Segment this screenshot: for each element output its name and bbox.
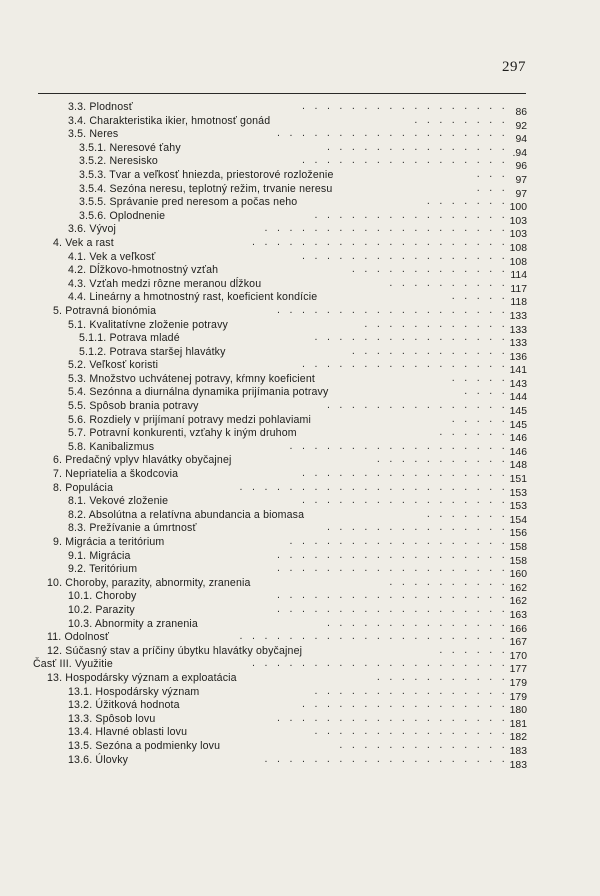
toc-entry-leader-dots: . . . . . . . . . . . . . . . . . . . . . <box>252 657 508 670</box>
toc-entry-leader-dots: . . . . . . . . . . . . . . . . . . . <box>276 602 508 615</box>
toc-entry <box>0 616 600 635</box>
toc-entry-title: 3.5.2. Neresisko <box>79 155 158 168</box>
toc-entry <box>0 263 600 282</box>
toc-entry-title: 13. Hospodársky význam a exploatácia <box>47 671 237 684</box>
toc-entry-page: 118 <box>510 297 527 309</box>
toc-entry-page: 108 <box>509 256 527 268</box>
toc-entry-page: 162 <box>509 582 527 594</box>
toc-entry-page: 182 <box>509 732 527 744</box>
toc-entry-title: 3.3. Plodnosť <box>68 101 133 113</box>
toc-entry-title: 8.2. Absolútna a relatívna abundancia a biomasa <box>68 508 305 521</box>
toc-entry-leader-dots: . . . <box>476 181 508 194</box>
page-number: 297 <box>502 59 526 75</box>
toc-entry-leader-dots: . . . . . . . . . . . . . <box>351 344 508 357</box>
toc-entry-page: 170 <box>509 650 527 662</box>
toc-entry-title: 3.5. Neres <box>68 128 119 141</box>
toc-entry <box>0 752 600 771</box>
toc-entry-page: 141 <box>509 365 527 377</box>
toc-entry-title: 5. Potravná bionómia <box>53 304 157 317</box>
toc-entry <box>0 154 600 173</box>
toc-entry-page: 146 <box>509 446 527 458</box>
toc-entry-title: 10.2. Parazity <box>68 603 135 616</box>
toc-entry <box>0 426 600 445</box>
toc-entry-title: 13.2. Úžitková hodnota <box>68 699 180 712</box>
toc-entry-leader-dots: . . . . <box>464 385 508 398</box>
toc-entry-page: 133 <box>509 324 527 336</box>
toc-entry-page: 177 <box>509 664 527 676</box>
toc-entry-title: 10.1. Choroby <box>68 590 137 603</box>
toc-entry-leader-dots: . . . <box>476 167 508 180</box>
toc-entry-page: 151 <box>509 474 527 486</box>
toc-entry-leader-dots: . . . . . . . . . . . . . . . . . <box>301 154 508 167</box>
toc-entry-leader-dots: . . . . . . . . . . . <box>376 453 508 466</box>
toc-entry-leader-dots: . . . . . . . . . . . . . . . <box>326 521 508 534</box>
toc-entry <box>0 535 600 553</box>
toc-entry-leader-dots: . . . . . . <box>439 426 508 439</box>
toc-entry-leader-dots: . . . . . . <box>439 643 508 656</box>
toc-entry <box>0 548 600 567</box>
toc-entry-leader-dots: . . . . . . . . . . . . . . . . . . . <box>276 711 508 724</box>
toc-entry-leader-dots: . . . . . . . . . . . . . <box>351 263 508 276</box>
toc-entry-leader-dots: . . . . . . . . . . . <box>376 670 508 683</box>
toc-entry-title: 11. Odolnosť <box>47 631 110 644</box>
toc-entry-leader-dots: . . . . . . . . . . . . . . . . . . . <box>276 589 508 602</box>
toc-entry-leader-dots: . . . . . . . . . . . . . . . . . . . . <box>264 222 508 235</box>
toc-entry-page: 133 <box>509 338 527 350</box>
toc-entry <box>0 385 600 404</box>
toc-entry-leader-dots: . . . . . . . . . . . . . . . . . <box>301 100 508 112</box>
toc-entry-title: 5.6. Rozdiely v prijímaní potravy medzi pohlaviami <box>68 413 312 426</box>
toc-entry-title: 3.4. Charakteristika ikier, hmotnosť gonád <box>68 114 271 127</box>
toc-entry <box>0 521 600 540</box>
toc-entry-page: 153 <box>509 501 527 513</box>
toc-entry-page: 103 <box>509 215 527 227</box>
toc-entry-page: 156 <box>509 528 527 540</box>
toc-entry-leader-dots: . . . . . . . . . . . . . . . . . <box>301 249 508 262</box>
toc-entry-leader-dots: . . . . . . . . . . . . . . . . . <box>301 698 508 711</box>
toc-entry-page: 94 <box>515 134 527 146</box>
toc-entry-page: 179 <box>509 691 527 703</box>
toc-entry-page: .94 <box>512 147 527 159</box>
toc-entry-page: 143 <box>509 378 527 390</box>
toc-entry-title: 13.4. Hlavné oblasti lovu <box>68 726 188 739</box>
toc-entry <box>0 439 600 458</box>
toc-entry-title: 10. Choroby, parazity, abnormity, zranenia <box>47 576 251 589</box>
toc-entry-leader-dots: . . . . . . . . . . . . . . . . . . <box>289 439 508 452</box>
toc-entry-leader-dots: . . . . . . . . . . . . . . . . . <box>301 494 508 507</box>
toc-entry-page: 166 <box>509 623 527 635</box>
toc-entry-leader-dots: . . . . . . . . . . . . . . . . . . . . <box>264 752 508 765</box>
toc-entry-title: 3.5.1. Neresové ťahy <box>79 141 181 154</box>
toc-entry-leader-dots: . . . . . . . <box>426 195 508 208</box>
toc-entry-title: 5.4. Sezónna a diurnálna dynamika prijímania potravy <box>68 386 329 399</box>
toc-entry-leader-dots: . . . . . . . . . . . . . . . . . <box>301 358 508 371</box>
toc-entry-title: 13.6. Úlovky <box>68 753 129 766</box>
toc-entry-title: 13.1. Hospodársky význam <box>68 685 200 698</box>
toc-entry <box>0 725 600 744</box>
toc-entry-title: 3.5.5. Správanie pred neresom a počas neho <box>79 196 298 209</box>
toc-entry-leader-dots: . . . . . . . . . . . . . . . . . . <box>289 535 508 547</box>
toc-entry-title: 13.5. Sezóna a podmienky lovu <box>68 739 221 752</box>
toc-entry-leader-dots: . . . . . . . . . . . . . . . . . . . <box>276 127 508 140</box>
toc-entry-title: 4.1. Vek a veľkosť <box>68 250 156 263</box>
toc-entry <box>0 562 600 581</box>
toc-entry-page: 146 <box>509 433 527 445</box>
toc-entry <box>0 181 600 200</box>
toc-entry <box>0 317 600 336</box>
toc-entry-page: 97 <box>515 174 527 186</box>
toc-entry-leader-dots: . . . . . . . . . . . . . . . . <box>314 208 508 221</box>
toc-entry-leader-dots: . . . . . . . . . . . . . . . . . . . . . <box>252 235 508 248</box>
toc-entry-page: 158 <box>509 542 527 553</box>
toc-entry-page: 103 <box>509 229 527 241</box>
toc-entry-title: 8.1. Vekové zloženie <box>68 495 169 508</box>
toc-entry-leader-dots: . . . . . . . . . . . . . . . . . . . <box>276 562 508 575</box>
toc-entry-title: 3.5.6. Oplodnenie <box>79 209 166 222</box>
toc-entry <box>0 140 600 159</box>
toc-entry-leader-dots: . . . . . . . . . . . . . . . <box>326 140 508 153</box>
toc-entry-leader-dots: . . . . . . . . . . <box>389 575 508 588</box>
toc-entry-title: 3.6. Vývoj <box>68 223 117 236</box>
toc-entry <box>0 222 600 241</box>
toc-entry-page: 180 <box>509 705 527 717</box>
toc-entry-title: Časť III. Využitie <box>33 658 113 671</box>
toc-entry <box>0 127 600 146</box>
toc-entry-title: 9.2. Teritórium <box>68 563 138 576</box>
toc-entry-page: 183 <box>509 745 527 757</box>
toc-entry-page: 145 <box>509 419 527 431</box>
toc-entry-title: 7. Nepriatelia a škodcovia <box>53 468 179 481</box>
toc-entry-page: 154 <box>509 514 527 526</box>
toc-entry-leader-dots: . . . . . <box>451 371 508 384</box>
toc-entry-leader-dots: . . . . . . . . . . . . . . . . <box>314 725 508 738</box>
toc-entry-title: 3.5.3. Tvar a veľkosť hniezda, priestorové rozloženie <box>79 168 334 181</box>
toc-entry <box>0 331 600 350</box>
toc-entry <box>0 195 600 214</box>
toc-entry-title: 8. Populácia <box>53 481 114 494</box>
toc-entry <box>0 698 600 717</box>
toc-entry <box>0 412 600 431</box>
table-of-contents <box>0 100 600 771</box>
toc-entry-page: 86 <box>515 107 527 118</box>
toc-entry-page: 97 <box>515 188 527 200</box>
toc-entry-page: 183 <box>509 759 527 771</box>
toc-entry-page: 114 <box>510 270 527 282</box>
toc-entry-page: 148 <box>509 460 527 472</box>
toc-entry-title: 5.3. Množstvo uchvátenej potravy, kŕmny koeficient <box>68 372 315 385</box>
toc-entry-leader-dots: . . . . . . . . . . . . . . . . . . . . . . <box>239 630 508 643</box>
toc-entry-title: 9.1. Migrácia <box>68 549 131 562</box>
header-rule <box>38 93 526 94</box>
toc-entry-title: 5.2. Veľkosť koristi <box>68 359 159 372</box>
toc-entry-title: 5.7. Potravní konkurenti, vzťahy k iným druhom <box>68 427 297 440</box>
toc-entry-title: 5.1.2. Potrava staršej hlavátky <box>79 345 226 358</box>
toc-entry <box>0 100 600 118</box>
toc-entry-leader-dots: . . . . . . . . . . . . . . . <box>326 399 508 412</box>
toc-entry-title: 9. Migrácia a teritórium <box>53 536 165 548</box>
toc-entry-title: 5.1.1. Potrava mladé <box>79 332 180 345</box>
toc-entry-title: 8.3. Prežívanie a úmrtnosť <box>68 522 197 535</box>
toc-entry-leader-dots: . . . . . <box>451 290 508 303</box>
toc-entry <box>0 453 600 472</box>
toc-entry-page: 181 <box>509 718 527 730</box>
toc-entry <box>0 113 600 132</box>
toc-entry-page: 117 <box>510 283 527 295</box>
toc-entry-leader-dots: . . . . . . . . . . <box>389 276 508 289</box>
toc-entry-page: 133 <box>509 310 527 322</box>
toc-entry-page: 160 <box>509 569 527 581</box>
toc-entry-leader-dots: . . . . . . . . . . . . . . . . . . . . . . <box>239 480 508 493</box>
toc-entry <box>0 657 600 676</box>
toc-entry <box>0 494 600 513</box>
toc-entry-page: 163 <box>509 609 527 621</box>
toc-entry-title: 5.8. Kanibalizmus <box>68 440 155 453</box>
toc-entry-page: 158 <box>509 555 527 567</box>
toc-entry-title: 4.2. Dĺžkovo-hmotnostný vzťah <box>68 264 219 277</box>
toc-entry-page: 162 <box>509 596 527 608</box>
toc-entry <box>0 290 600 309</box>
toc-entry-leader-dots: . . . . . . . . . . . . . . . . . . . <box>276 548 508 561</box>
toc-entry-title: 12. Súčasný stav a príčiny úbytku hlavátky obyčajnej <box>47 644 303 657</box>
toc-entry <box>0 684 600 703</box>
toc-entry-leader-dots: . . . . . . . . . . . . . . . . <box>314 331 508 344</box>
toc-entry-title: 13.3. Spôsob lovu <box>68 712 156 725</box>
toc-entry <box>0 589 600 608</box>
toc-entry-page: 179 <box>509 677 527 689</box>
toc-entry-leader-dots: . . . . . . . . . . . . . . . <box>326 616 508 629</box>
toc-entry <box>0 249 600 268</box>
toc-entry-page: 136 <box>509 351 527 363</box>
toc-entry-leader-dots: . . . . . . . . . . . . . . . . . . . <box>276 303 508 316</box>
toc-entry-title: 3.5.4. Sezóna neresu, teplotný režim, trvanie neresu <box>79 182 333 195</box>
toc-entry-title: 4.4. Lineárny a hmotnostný rast, koeficient kondície <box>68 291 318 304</box>
toc-entry-leader-dots: . . . . . . . <box>426 507 508 520</box>
toc-entry-title: 5.1. Kvalitatívne zloženie potravy <box>68 318 228 331</box>
toc-entry-page: 108 <box>509 242 527 254</box>
toc-entry-page: 100 <box>509 202 527 214</box>
toc-entry-title: 6. Predačný vplyv hlavátky obyčajnej <box>53 454 232 467</box>
toc-entry-page: 167 <box>509 637 527 649</box>
toc-entry-leader-dots: . . . . . . . . . . . . <box>364 317 508 330</box>
toc-entry-title: 10.3. Abnormity a zranenia <box>68 617 198 630</box>
toc-entry-page: 145 <box>509 406 527 418</box>
toc-entry-page: 96 <box>515 161 527 173</box>
toc-entry-leader-dots: . . . . . . . . . . . . . . <box>339 738 508 751</box>
toc-entry <box>0 467 600 486</box>
toc-entry <box>0 399 600 418</box>
toc-entry <box>0 630 600 649</box>
toc-entry-page: 144 <box>509 392 527 404</box>
toc-entry-title: 4.3. Vzťah medzi rôzne meranou dĺžkou <box>68 277 262 290</box>
toc-entry <box>0 358 600 377</box>
toc-entry-leader-dots: . . . . . <box>451 412 508 425</box>
toc-entry-title: 5.5. Spôsob brania potravy <box>68 400 199 413</box>
toc-entry-page: 92 <box>515 120 527 132</box>
toc-entry-page: 153 <box>509 487 527 499</box>
toc-entry-leader-dots: . . . . . . . . <box>414 113 508 126</box>
toc-entry-title: 4. Vek a rast <box>53 236 114 249</box>
toc-entry-leader-dots: . . . . . . . . . . . . . . . . . <box>301 467 508 480</box>
toc-entry-leader-dots: . . . . . . . . . . . . . . . . <box>314 684 508 697</box>
